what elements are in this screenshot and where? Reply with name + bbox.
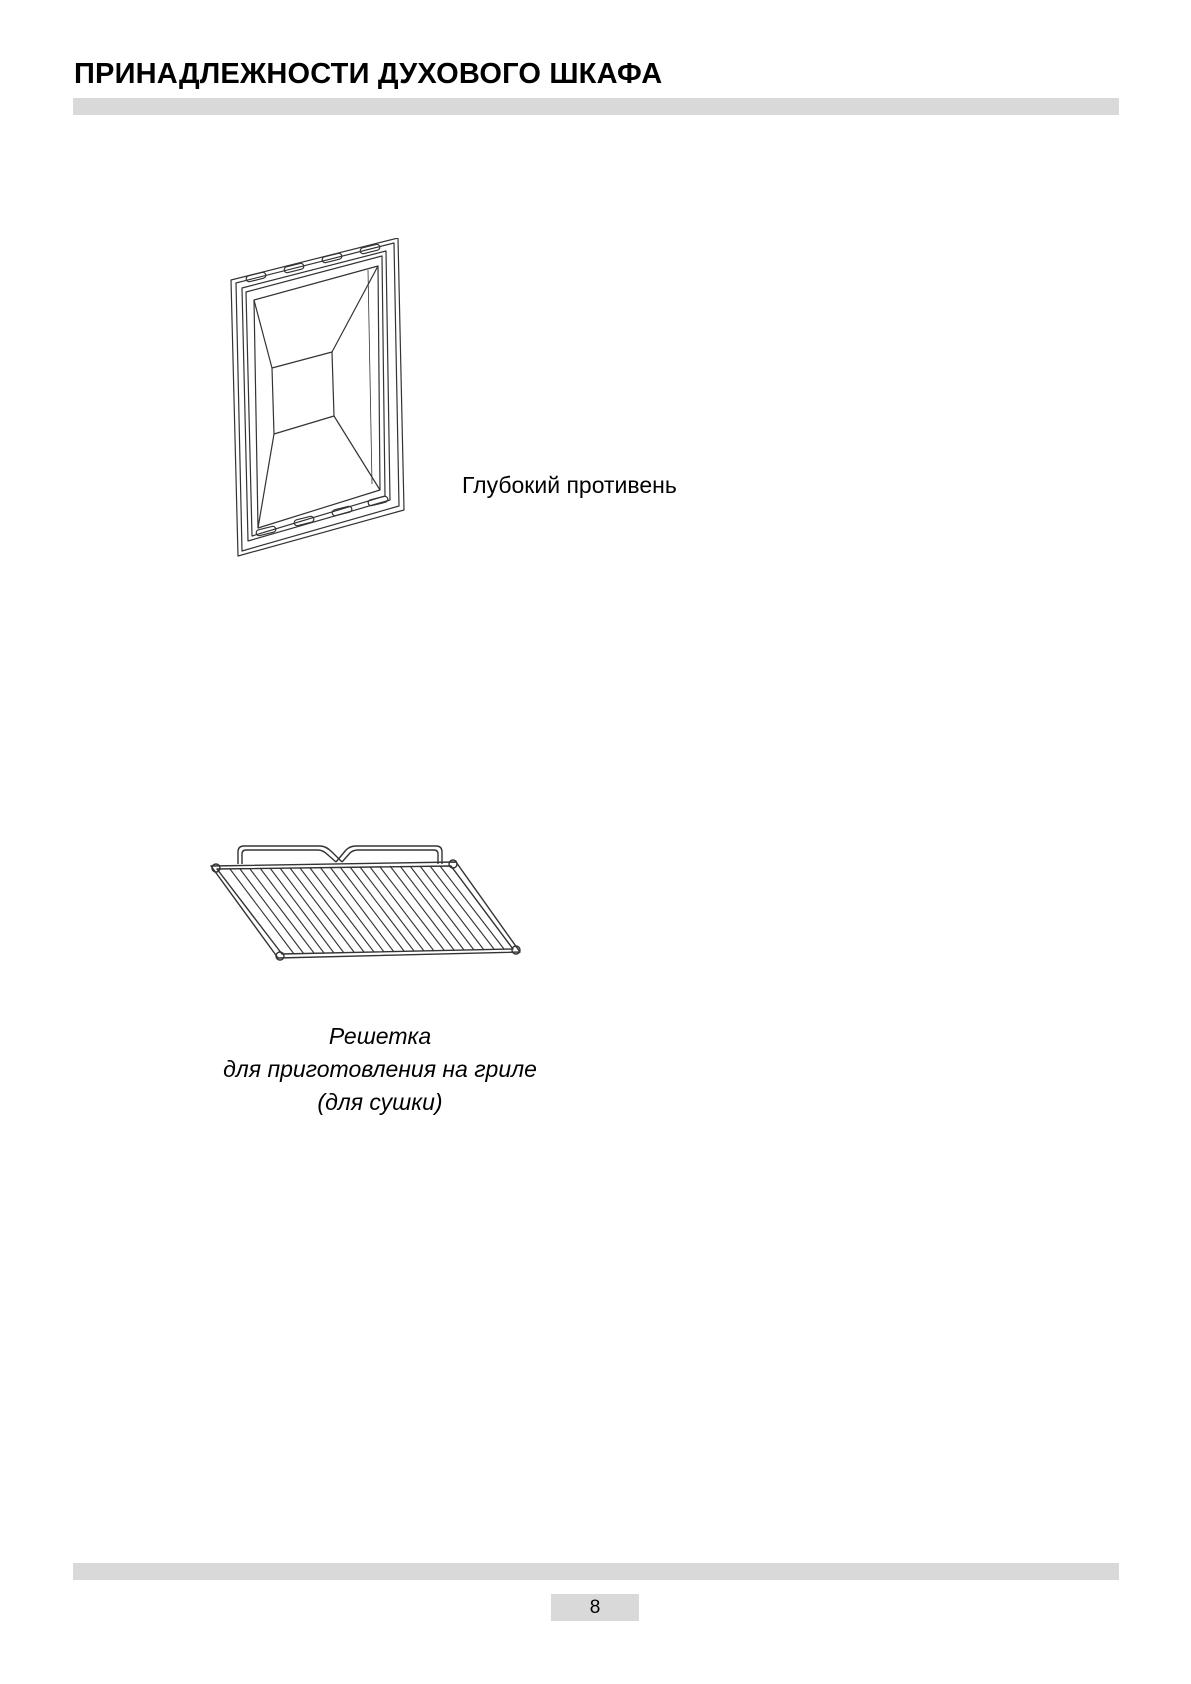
footer-divider-bar bbox=[73, 1563, 1119, 1580]
header-divider-bar bbox=[73, 98, 1119, 115]
wire-grill-rack-icon bbox=[208, 842, 544, 966]
page-title: ПРИНАДЛЕЖНОСТИ ДУХОВОГО ШКАФА bbox=[74, 58, 663, 90]
rack-caption-line-3: (для сушки) bbox=[317, 1089, 443, 1115]
tray-caption: Глубокий противень bbox=[462, 472, 677, 498]
rack-caption-line-1: Решетка bbox=[328, 1023, 432, 1049]
tray-bottom-slots bbox=[256, 496, 389, 537]
rack-caption bbox=[180, 1020, 580, 1119]
rack-caption-line-2: для приготовления на гриле bbox=[223, 1056, 537, 1082]
deep-baking-tray-icon bbox=[228, 238, 428, 560]
page-number: 8 bbox=[551, 1594, 639, 1621]
